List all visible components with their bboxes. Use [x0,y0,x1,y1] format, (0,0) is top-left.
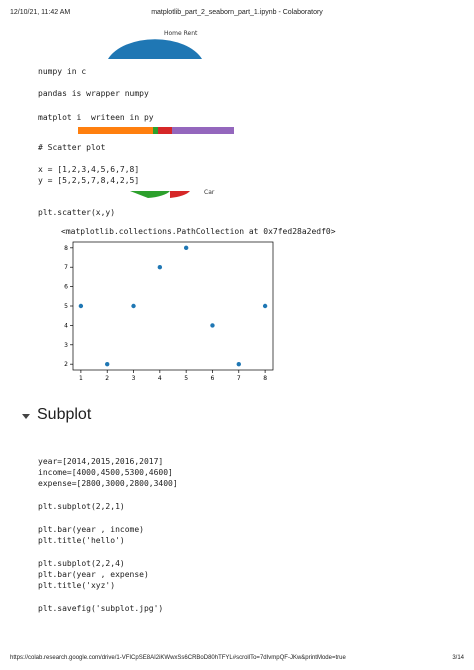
scatter-point [210,323,214,327]
scatter-point [79,304,83,308]
pie-slice-home-rent [108,39,202,59]
x-tick-label: 2 [105,375,110,382]
bar-segment-orange [78,127,153,134]
code-cell-3[interactable]: matplot i writeen in py [38,113,154,122]
section-title: Subplot [37,406,92,423]
x-tick-label: 8 [263,375,268,382]
bar-segment-green [153,127,158,134]
y-tick-label: 5 [64,303,68,310]
x-tick-label: 6 [210,375,215,382]
x-tick-label: 5 [184,375,189,382]
stacked-bar-fragment [78,125,238,135]
code-cell-8[interactable]: plt.subplot(2,2,1) [38,502,125,511]
y-tick-label: 3 [64,341,68,349]
code-cell-10[interactable]: plt.subplot(2,2,4) plt.bar(year , expense) plt.title('xyz') [38,559,149,590]
print-timestamp: 12/10/21, 11:42 AM [10,9,71,16]
section-subplot[interactable] [22,406,91,424]
code-cell-5[interactable]: x = [1,2,3,4,5,6,7,8] y = [5,2,5,7,8,4,2,5] [38,165,140,185]
y-tick-label: 7 [64,264,68,272]
collapse-arrow-icon[interactable] [22,414,30,419]
code-cell-1[interactable]: numpy in c [38,67,87,76]
pie-slice-red [170,191,190,198]
pie-label-home-rent: Home Rent [164,30,198,37]
scatter-point [131,304,135,308]
scatter-point [184,246,188,250]
scatter-point [237,362,241,366]
plot-frame [73,242,273,370]
code-cell-4[interactable]: # Scatter plot [38,143,106,152]
code-cell-6[interactable]: plt.scatter(x,y) [38,208,116,217]
x-tick-label: 1 [78,375,83,382]
print-url: https://colab.research.google.com/drive/1-VFICpSE8AI2iKWwxSs6CRBoD80hTFYL#scrollTo=7dIvmpQF-JKw&printMode=true [10,655,346,661]
code-cell-11[interactable]: plt.savefig('subplot.jpg') [38,604,164,613]
scatter-plot [55,236,285,386]
x-tick-label: 4 [157,375,162,382]
code-cell-7[interactable]: year=[2014,2015,2016,2017] income=[4000,4500,5300,4600] expense=[2800,3000,2800,3400] [38,457,178,488]
code-cell-2[interactable]: pandas is wrapper numpy [38,89,149,98]
pie-label-car: Car [204,189,215,196]
cell-output-text: <matplotlib.collections.PathCollection at 0x7fed28a2edf0> [61,227,336,236]
scatter-point [263,304,267,308]
bar-segment-red [158,127,172,134]
scatter-point [105,362,109,366]
y-tick-label: 8 [64,244,68,252]
code-cell-9[interactable]: plt.bar(year , income) plt.title('hello') [38,525,144,545]
print-title: matplotlib_part_2_seaborn_part_1.ipynb - Colaboratory [151,9,323,16]
x-tick-label: 7 [236,375,241,382]
pie-chart-fragment [100,38,210,60]
y-tick-label: 6 [64,283,68,291]
pie-slice-green [130,191,170,198]
bar-segment-purple [172,127,234,134]
pie-bottom-fragment [130,191,200,199]
scatter-point [158,265,162,269]
y-tick-label: 2 [64,361,68,369]
x-tick-label: 3 [131,375,136,382]
y-tick-label: 4 [64,322,68,330]
page-number: 3/14 [452,655,464,661]
